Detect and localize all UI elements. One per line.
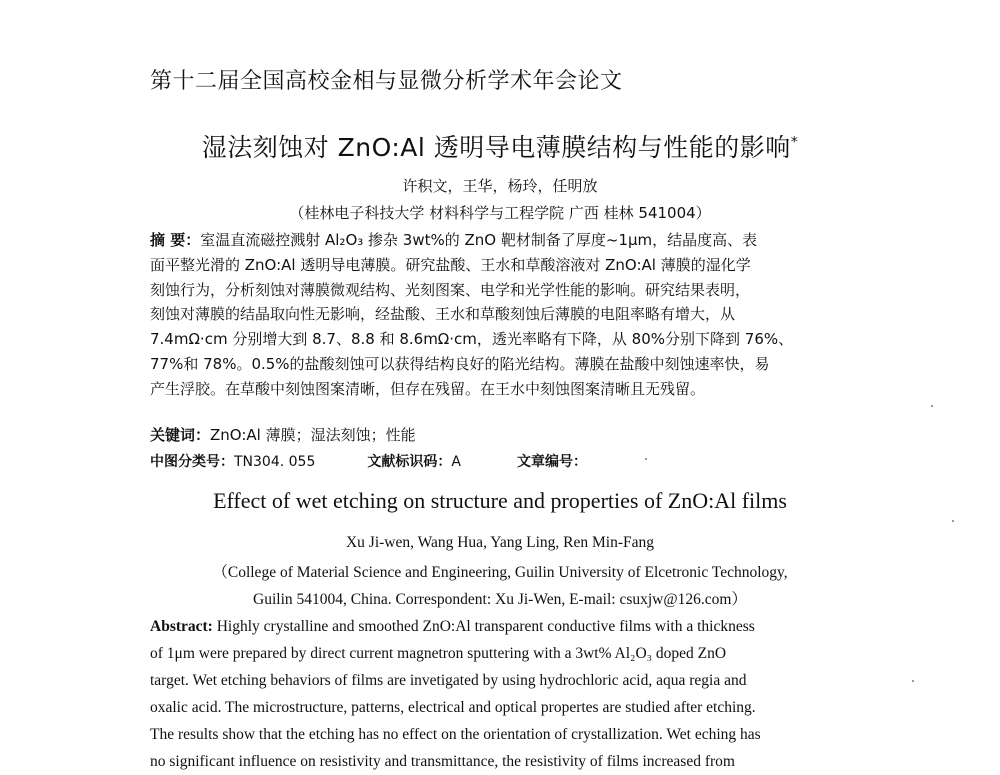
chinese-abstract-line-1 [150, 228, 843, 253]
doc-code-label: 文献标识码： [367, 454, 452, 470]
chinese-abstract-line-4: 刻蚀对薄膜的结晶取向性无影响，经盐酸、王水和草酸刻蚀后薄膜的电阻率略有增大，从 [150, 305, 736, 324]
english-title: Effect of wet etching on structure and properties of ZnO:Al films [213, 488, 787, 513]
english-abstract-line-2: of 1μm were prepared by direct current magnetron sputtering with a 3wt% Al₂O₃ doped ZnO [150, 645, 727, 662]
chinese-abstract-line-5: 7.4mΩ·cm 分别增大到 8.7、8.8 和 8.6mΩ·cm，透光率略有下降，从 80%分别下降到 76%、 [150, 330, 794, 349]
chinese-title [0, 128, 1000, 164]
english-affiliation-line-2: Guilin 541004, China. Correspondent: Xu Ji-Wen, E-mail: csuxjw@126.com） [253, 591, 747, 608]
chinese-authors: 许积文，王华，杨玲，任明放 [402, 177, 598, 195]
clc-value: TN304. 055 [234, 454, 316, 470]
chinese-title-text: 湿法刻蚀对 ZnO:Al 透明导电薄膜结构与性能的影响 [201, 133, 791, 162]
clc-label: 中图分类号： [150, 454, 234, 470]
english-abstract [150, 613, 842, 775]
keywords-value: ZnO:Al 薄膜；湿法刻蚀；性能 [210, 426, 416, 444]
english-abstract-line-1 [150, 613, 842, 640]
chinese-abstract-text: 室温直流磁控溅射 Al₂O₃ 掺杂 3wt%的 ZnO 靶材制备了厚度~1μm，结晶度高、表 [200, 231, 758, 249]
english-abstract-line-3: target. Wet etching behaviors of films are invetigated by using hydrochloric acid, aqua regia and [150, 672, 747, 689]
english-authors: Xu Ji-wen, Wang Hua, Yang Ling, Ren Min-Fang [345, 534, 655, 551]
chinese-abstract-line-3: 刻蚀行为，分析刻蚀对薄膜微观结构、光刻图案、电学和光学性能的影响。研究结果表明， [150, 280, 751, 299]
english-abstract-line-4: oxalic acid. The microstructure, patterns, electrical and optical propertes are studied after etching. [150, 699, 756, 716]
classification-line [150, 451, 587, 471]
scan-speck [645, 458, 647, 460]
english-abstract-line-5: The results show that the etching has no effect on the orientation of crystallization. Wet eching has [150, 726, 761, 743]
scan-speck [931, 405, 933, 407]
chinese-abstract [150, 228, 843, 402]
article-number-label: 文章编号： [516, 454, 587, 470]
conference-header: 第十二届全国高校金相与显微分析学术年会论文 [150, 69, 623, 94]
chinese-abstract-line-2: 面平整光滑的 ZnO:Al 透明导电薄膜。研究盐酸、王水和草酸溶液对 ZnO:Al 薄膜的湿化学 [150, 255, 751, 274]
doc-code-value: A [451, 454, 461, 470]
title-footnote-mark: * [790, 134, 799, 151]
chinese-keywords [150, 424, 416, 445]
scan-speck [952, 520, 954, 522]
chinese-abstract-label: 摘 要： [150, 231, 201, 249]
english-abstract-text: Highly crystalline and smoothed ZnO:Al transparent conductive films with a thickness [212, 618, 755, 635]
chinese-abstract-line-7: 产生浮胶。在草酸中刻蚀图案清晰，但存在残留。在王水中刻蚀图案清晰且无残留。 [150, 379, 706, 398]
english-abstract-line-6: no significant influence on resistivity and transmittance, the resistivity of films increased from [150, 753, 735, 770]
english-affiliation-line-1: （College of Material Science and Engineering, Guilin University of Elcetronic Technology, [212, 564, 788, 581]
chinese-affiliation: （桂林电子科技大学 材料科学与工程学院 广西 桂林 541004） [289, 204, 711, 222]
chinese-abstract-line-6: 77%和 78%。0.5%的盐酸刻蚀可以获得结构良好的陷光结构。薄膜在盐酸中刻蚀速率快，易 [150, 354, 770, 373]
english-abstract-label: Abstract: [150, 618, 213, 635]
scan-speck [912, 680, 914, 682]
keywords-label: 关键词： [150, 426, 211, 444]
